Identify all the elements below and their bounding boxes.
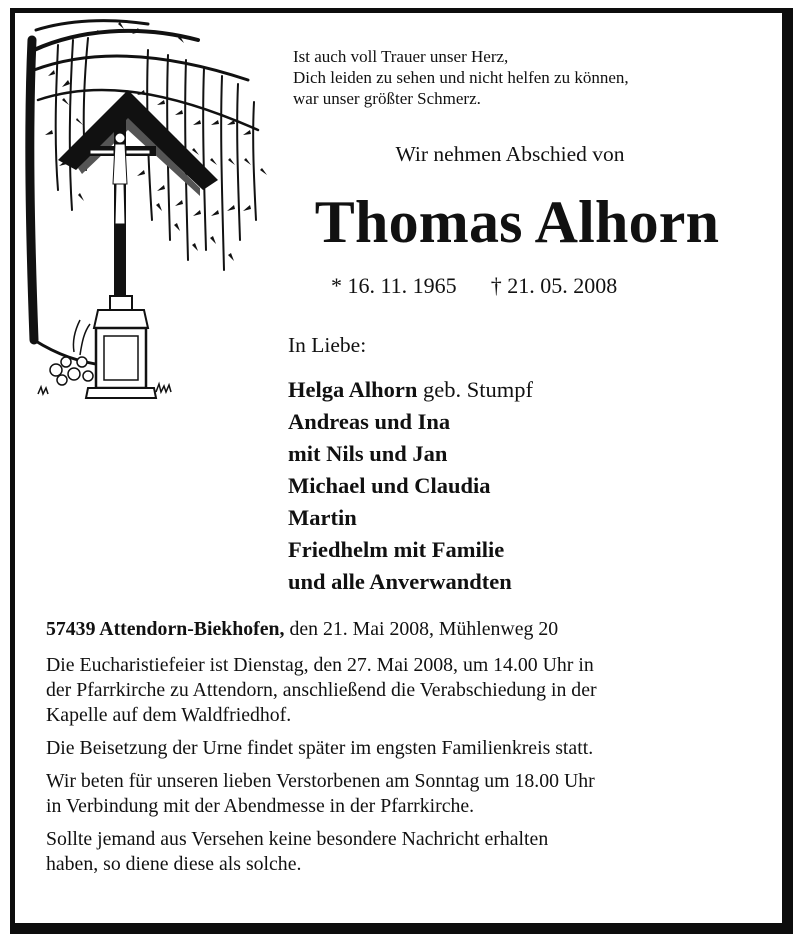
address-detail: den 21. Mai 2008, Mühlenweg 20 bbox=[289, 618, 559, 640]
address-line bbox=[46, 617, 766, 642]
mourner-name: Helga Alhorn bbox=[288, 377, 418, 402]
mourners-list bbox=[288, 374, 758, 598]
mourner-line bbox=[288, 374, 758, 406]
announcement-text bbox=[46, 617, 766, 885]
paragraph-line: der Pfarrkirche zu Attendorn, anschließend die Verabschiedung in der bbox=[46, 679, 597, 701]
mourner-line: Martin bbox=[288, 505, 357, 530]
farewell-line: Wir nehmen Abschied von bbox=[395, 142, 625, 166]
paragraph-line: in Verbindung mit der Abendmesse in der Pfarrkirche. bbox=[46, 795, 475, 817]
birth-date: * 16. 11. 1965 bbox=[331, 273, 457, 298]
address-place: 57439 Attendorn-Biekhofen, bbox=[46, 618, 285, 640]
paragraph-line: Sollte jemand aus Versehen keine besondere Nachricht erhalten bbox=[46, 828, 549, 850]
paragraph-notice bbox=[46, 827, 766, 877]
wayside-cross-under-willow-icon bbox=[18, 10, 270, 402]
death-date: † 21. 05. 2008 bbox=[490, 273, 618, 298]
mourner-line: und alle Anverwandten bbox=[288, 569, 512, 594]
paragraph-prayer bbox=[46, 769, 766, 819]
deceased-name: Thomas Alhorn bbox=[314, 189, 720, 255]
maiden-name: geb. Stumpf bbox=[423, 377, 534, 402]
mourner-line: Friedhelm mit Familie bbox=[288, 537, 505, 562]
paragraph-line: Wir beten für unseren lieben Verstorbenen am Sonntag um 18.00 Uhr bbox=[46, 770, 595, 792]
poem-line: war unser größter Schmerz. bbox=[293, 89, 481, 108]
poem-line: Dich leiden zu sehen und nicht helfen zu können, bbox=[293, 68, 629, 87]
paragraph-mass bbox=[46, 653, 766, 728]
paragraph-line: haben, so diene diese als solche. bbox=[46, 853, 302, 875]
paragraph-line: Kapelle auf dem Waldfriedhof. bbox=[46, 704, 292, 726]
in-love-label: In Liebe: bbox=[288, 333, 367, 357]
mourner-line: mit Nils und Jan bbox=[288, 441, 448, 466]
paragraph-burial bbox=[46, 736, 766, 761]
paragraph-line: Die Eucharistiefeier ist Dienstag, den 27. Mai 2008, um 14.00 Uhr in bbox=[46, 654, 594, 676]
paragraph-line: Die Beisetzung der Urne findet später im engsten Familienkreis statt. bbox=[46, 737, 594, 759]
mourner-line: Andreas und Ina bbox=[288, 409, 451, 434]
poem bbox=[293, 46, 763, 109]
poem-line: Ist auch voll Trauer unser Herz, bbox=[293, 47, 509, 66]
mourner-line: Michael und Claudia bbox=[288, 473, 491, 498]
life-dates bbox=[331, 272, 731, 300]
